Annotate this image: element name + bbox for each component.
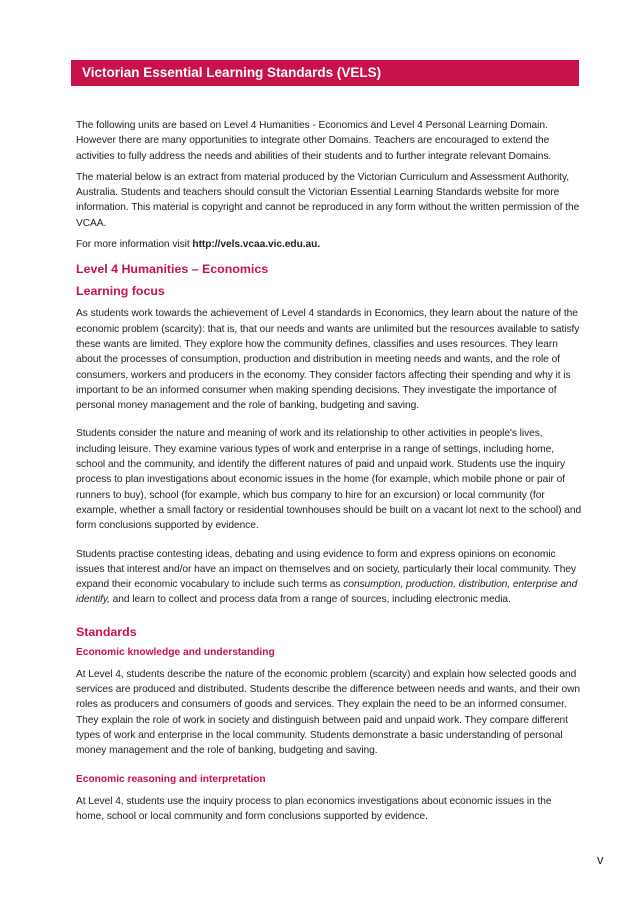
learning-focus-heading: Learning focus xyxy=(76,284,165,299)
lf-p3-terms: consumption, production, distribution, enterprise and identify, xyxy=(76,579,578,606)
intro-paragraph-3 xyxy=(76,237,582,252)
learning-focus-paragraph-3 xyxy=(76,547,582,608)
learning-focus-paragraph-2: Students consider the nature and meaning of work and its relationship to other activities in people's lives, including leisure. They examine various types of work and enterprise in a range of settings, including home, school and the community, and identify the different natures of paid and unpaid work. Students use the inquiry process to plan investigations about economic issues in the home (for example, which mobile phone or pair of runners to buy), school (for example, which bus company to hire for an excursion) or local community (for example, whether a small factory or residential townhouses should be built on a vacant lot next to the school) and form conclusions supported by evidence. xyxy=(76,428,582,532)
intro-paragraph-2: The material below is an extract from material produced by the Victorian Curriculum and Assessment Authority, Australia. Students and teachers should consult the Victorian Essential Learning Standards website for more information. This material is copyright and cannot be reproduced in any form without the written permission of the VCAA. xyxy=(76,171,580,229)
learning-focus-paragraph-1: As students work towards the achievement of Level 4 standards in Economics, they learn about the nature of the economic problem (scarcity): that is, that our needs and wants are unlimited but the resources available to satisfy these wants are limited. They explore how the community defines, classifies and uses resources. They learn about the processes of consumption, production and distribution in meeting needs and wants, and the role of consumers, workers and producers in the economy. They consider factors affecting their spending and why it is important to be an informed consumer when making spending decisions. They investigate the importance of personal money management and the role of banking, budgeting and saving. xyxy=(76,308,580,412)
intro-paragraph-1: The following units are based on Level 4 Humanities - Economics and Level 4 Personal Learning Domain. However there are many opportunities to integrate other Domains. Teachers are encouraged to extend the activities to fully address the needs and abilities of their students and to further integrate relevant Domains. xyxy=(76,120,552,162)
standards-heading: Standards xyxy=(76,624,137,639)
lf-p3-text-a: Students practise contesting ideas, debating and using evidence to form and express opinions on economic issues that interest and/or have an impact on themselves and on society, particularly their local community. They expand their economic vocabulary to include such terms as xyxy=(76,548,577,591)
vels-website-link[interactable]: http://vels.vcaa.vic.edu.au. xyxy=(192,239,321,251)
page-content xyxy=(76,118,582,830)
lf-p3-text-b: and learn to collect and process data from a range of sources, including electronic media. xyxy=(109,594,511,606)
level-heading: Level 4 Humanities – Economics xyxy=(76,262,269,277)
economic-knowledge-heading: Economic knowledge and understanding xyxy=(76,646,275,658)
section-banner: Victorian Essential Learning Standards (VELS) xyxy=(71,60,579,86)
page-number: v xyxy=(597,852,604,867)
more-info-text: For more information visit xyxy=(76,239,193,251)
economic-reasoning-heading: Economic reasoning and interpretation xyxy=(76,773,266,785)
economic-knowledge-paragraph: At Level 4, students describe the nature of the economic problem (scarcity) and explain how selected goods and services are produced and distributed. Students describe the difference between needs and wants, and their own roles as producers and consumers of goods and services. They explain the need to be an informed consumer. They explain the role of work in society and distinguish between paid and unpaid work. They compare different types of work and enterprise in the local community. Students demonstrate a basic understanding of personal money management and the role of banking, budgeting and saving. xyxy=(76,668,581,757)
economic-reasoning-paragraph: At Level 4, students use the inquiry process to plan economics investigations about economic issues in the home, school or local community and form conclusions supported by evidence. xyxy=(76,795,552,822)
